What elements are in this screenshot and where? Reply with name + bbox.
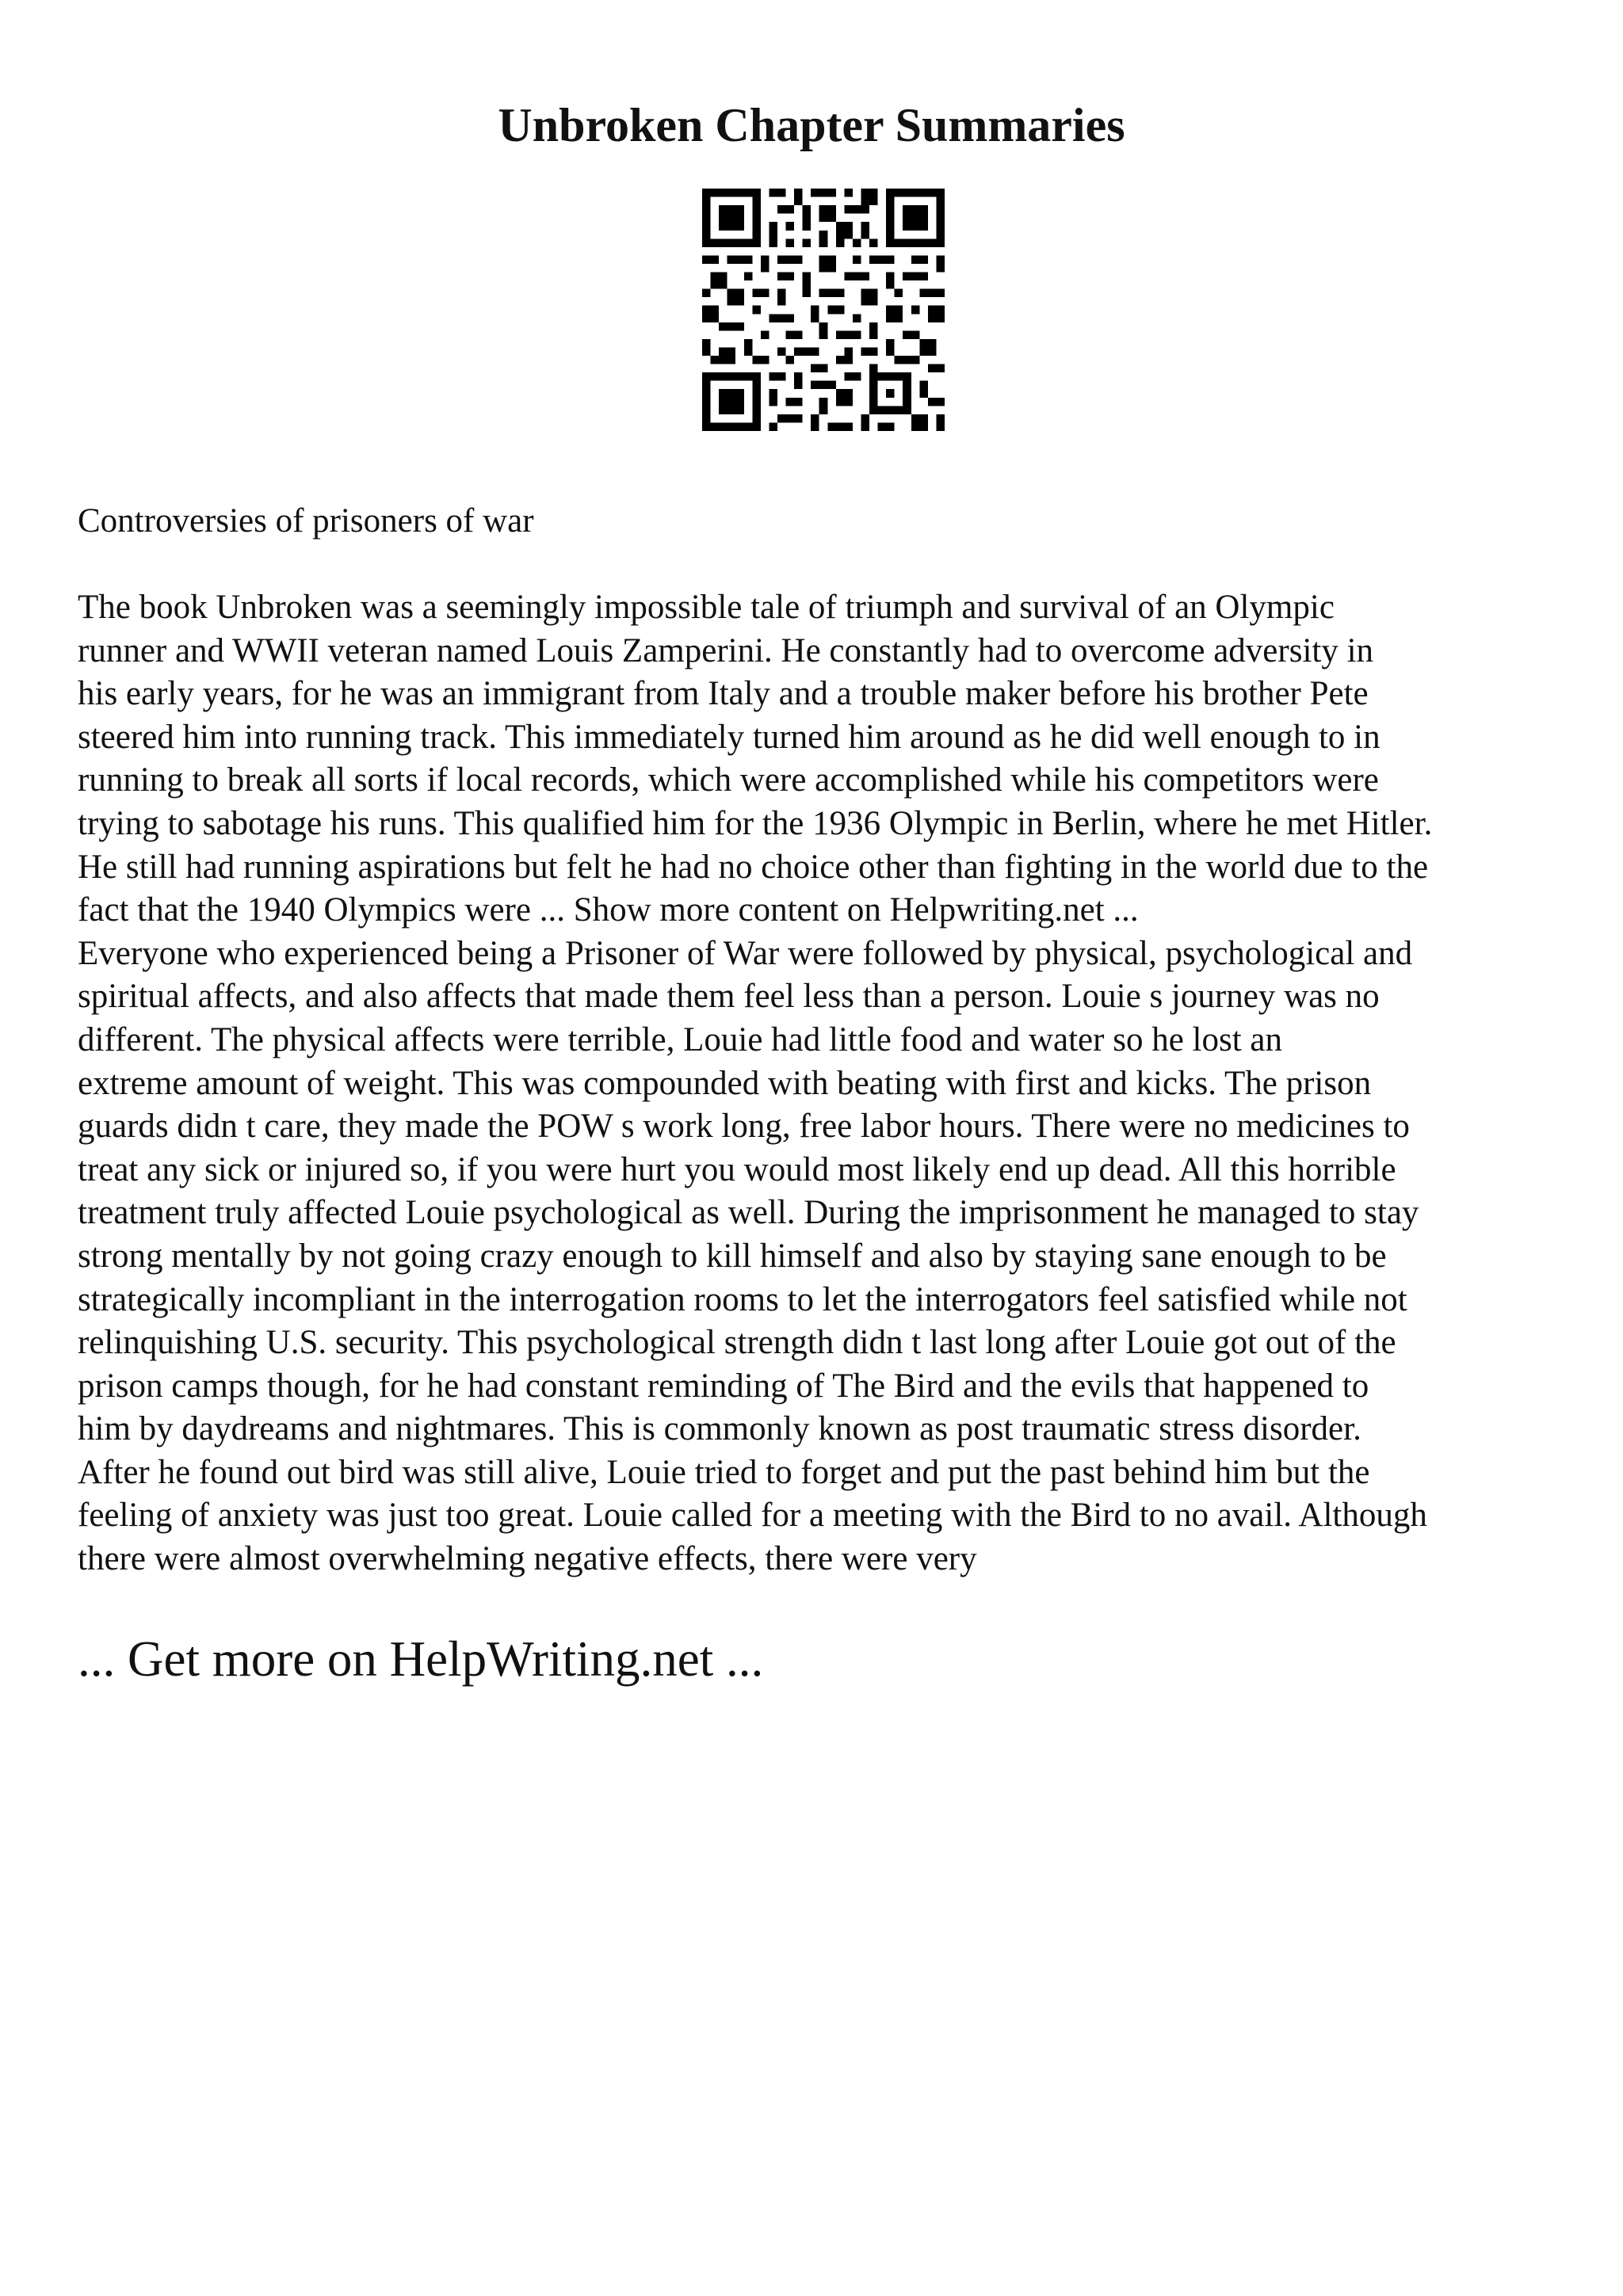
body-line: The book Unbroken was a seemingly impossible tale of triumph and survival of an Olympic xyxy=(78,589,1335,626)
body-line: strong mentally by not going crazy enough to kill himself and also by staying sane enough to be xyxy=(78,1237,1387,1275)
body-line: extreme amount of weight. This was compounded with beating with first and kicks. The prison xyxy=(78,1064,1372,1102)
body-line: After he found out bird was still alive, Louie tried to forget and put the past behind him but the xyxy=(78,1453,1370,1491)
body-line: treatment truly affected Louie psychological as well. During the imprisonment he managed to stay xyxy=(78,1194,1419,1232)
document-subtitle: Controversies of prisoners of war xyxy=(78,502,534,540)
body-line: trying to sabotage his runs. This qualified him for the 1936 Olympic in Berlin, where he met Hitler. xyxy=(78,804,1433,842)
body-text xyxy=(78,586,1615,1581)
body-line: steered him into running track. This immediately turned him around as he did well enough to in xyxy=(78,718,1381,756)
body-line: fact that the 1940 Olympics were ... Show more content on Helpwriting.net ... xyxy=(78,891,1139,929)
body-line: guards didn t care, they made the POW s work long, free labor hours. There were no medicines to xyxy=(78,1108,1410,1146)
get-more-link[interactable]: ... Get more on HelpWriting.net ... xyxy=(78,1631,764,1687)
body-line: him by daydreams and nightmares. This is commonly known as post traumatic stress disorder. xyxy=(78,1410,1361,1448)
body-line: spiritual affects, and also affects that made them feel less than a person. Louie s journey was no xyxy=(78,978,1380,1016)
body-line: relinquishing U.S. security. This psychological strength didn t last long after Louie got out of the xyxy=(78,1324,1396,1362)
body-line: different. The physical affects were terrible, Louie had little food and water so he lost an xyxy=(78,1020,1282,1058)
body-line: runner and WWII veteran named Louis Zamperini. He constantly had to overcome adversity in xyxy=(78,631,1374,669)
body-line: feeling of anxiety was just too great. Louie called for a meeting with the Bird to no avail. Although xyxy=(78,1497,1427,1535)
body-line: his early years, for he was an immigrant from Italy and a trouble maker before his brother Pete xyxy=(78,675,1369,713)
qr-code-icon xyxy=(702,189,945,431)
body-line: treat any sick or injured so, if you were hurt you would most likely end up dead. All this horrible xyxy=(78,1150,1396,1188)
body-line: prison camps though, for he had constant reminding of The Bird and the evils that happened to xyxy=(78,1367,1369,1405)
body-line: Everyone who experienced being a Prisoner of War were followed by physical, psychological and xyxy=(78,934,1413,972)
document-title: Unbroken Chapter Summaries xyxy=(498,99,1125,151)
body-line: strategically incompliant in the interrogation rooms to let the interrogators feel satisfied while not xyxy=(78,1280,1407,1318)
body-line: there were almost overwhelming negative effects, there were very xyxy=(78,1540,977,1578)
body-line: He still had running aspirations but felt he had no choice other than fighting in the world due to the xyxy=(78,848,1429,886)
body-line: running to break all sorts if local records, which were accomplished while his competitors were xyxy=(78,761,1379,799)
